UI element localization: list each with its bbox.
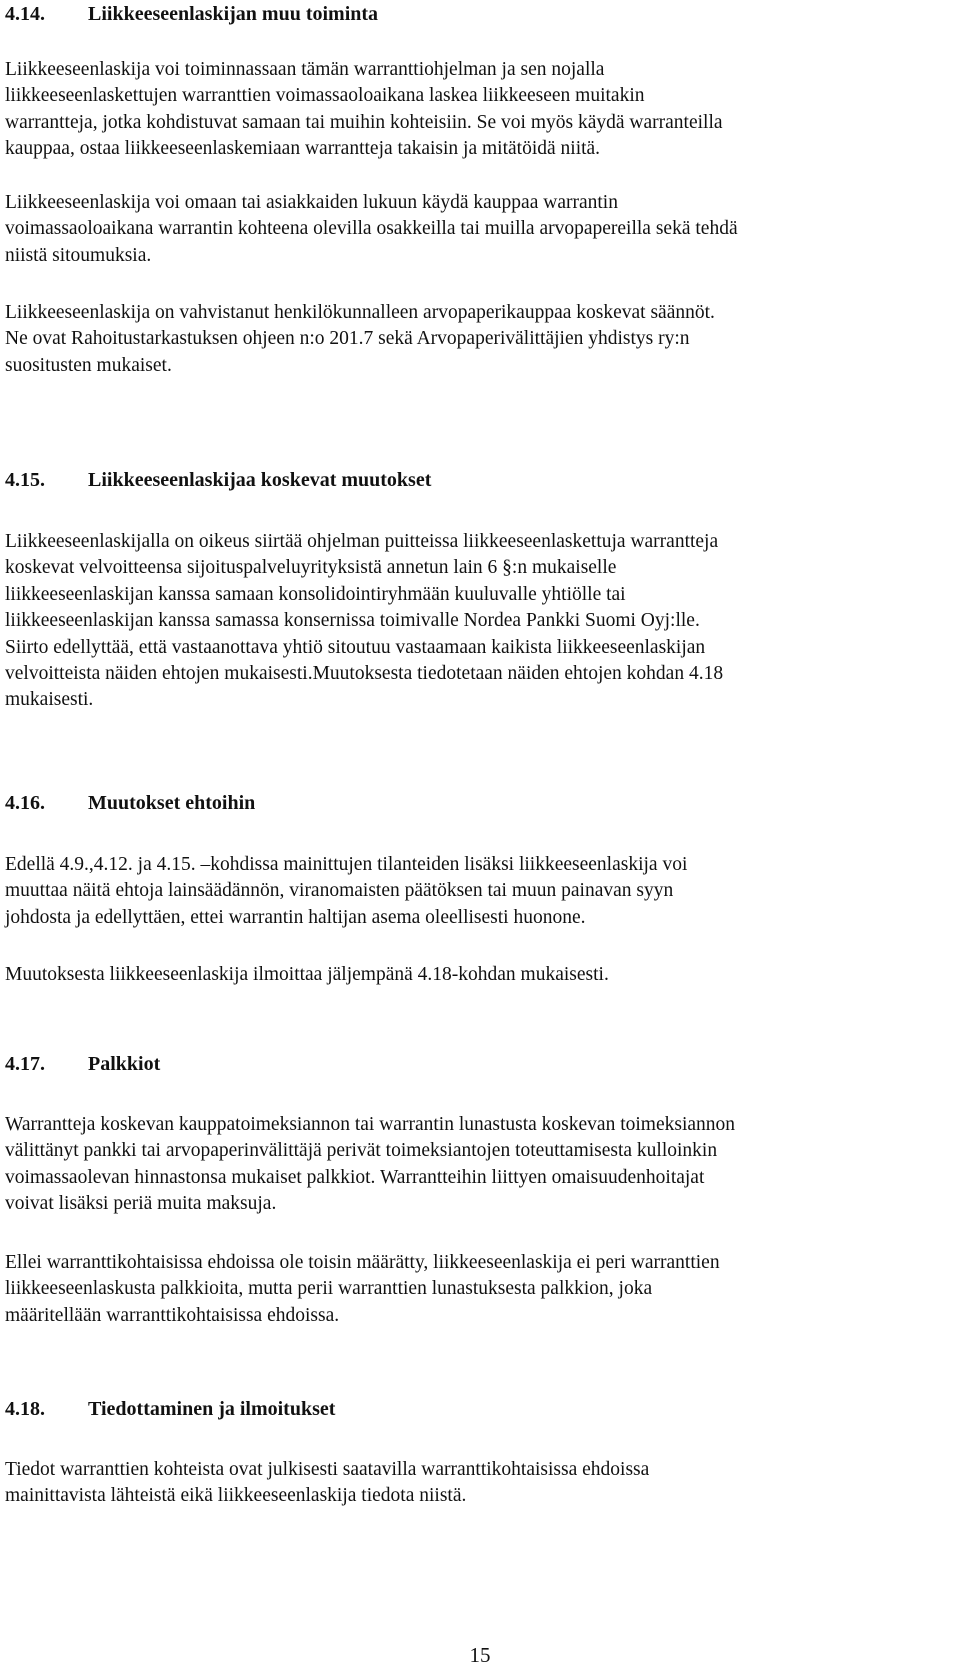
text-line: liikkeeseenlaskettujen warranttien voimassaoloaikana laskea liikkeeseen muitakin: [5, 85, 645, 107]
text-line: johdosta ja edellyttäen, ettei warrantin haltijan asema oleellisesti huonone.: [5, 906, 586, 928]
text-line: voivat lisäksi periä muita maksuja.: [5, 1193, 277, 1215]
text-line: määritellään warranttikohtaisissa ehdoissa.: [5, 1304, 340, 1326]
text-line: välittänyt pankki tai arvopaperinvälittäjä perivät toimeksiantojen toteuttamisesta kulloinkin: [5, 1140, 718, 1162]
text-line: Ellei warranttikohtaisissa ehdoissa ole toisin määrätty, liikkeeseenlaskija ei peri warranttien: [5, 1252, 720, 1273]
text-line: niistä sitoumuksia.: [5, 244, 152, 266]
text-line: Siirto edellyttää, että vastaanottava yhtiö sitoutuu vastaamaan kaikista liikkeeseenlaskijan: [5, 636, 706, 658]
text-line: Muutoksesta liikkeeseenlaskija ilmoittaa jäljempänä 4.18-kohdan mukaisesti.: [5, 964, 609, 985]
section-heading: [5, 467, 431, 493]
section-heading: [5, 1051, 160, 1077]
paragraph: [5, 57, 950, 163]
paragraph: [5, 190, 950, 269]
text-line: koskevat velvoitteensa sijoituspalveluyrityksistä annetun lain 6 §:n mukaiselle: [5, 557, 617, 579]
paragraph: [5, 529, 950, 714]
section-number: 4.14.: [5, 3, 45, 25]
text-line: voimassaolevan hinnastonsa mukaiset palkkiot. Warrantteihin liittyen omaisuudenhoitajat: [5, 1166, 705, 1188]
section-heading: [5, 1396, 335, 1422]
text-line: Liikkeeseenlaskija voi toiminnassaan tämän warranttiohjelman ja sen nojalla: [5, 59, 605, 80]
text-line: muuttaa näitä ehtoja lainsäädännön, viranomaisten päätöksen tai muun painavan syyn: [5, 880, 674, 902]
section-title: Muutokset ehtoihin: [88, 792, 256, 814]
text-line: Tiedot warranttien kohteista ovat julkisesti saatavilla warranttikohtaisissa ehdoissa: [5, 1459, 650, 1480]
text-line: liikkeeseenlaskusta palkkioita, mutta perii warranttien lunastuksesta palkkion, joka: [5, 1278, 653, 1300]
page-number: 15: [469, 1643, 491, 1667]
paragraph: [5, 852, 950, 931]
section-title: Liikkeeseenlaskijan muu toiminta: [88, 3, 379, 25]
text-line: velvoitteista näiden ehtojen mukaisesti.Muutoksesta tiedotetaan näiden ehtojen kohdan 4.18: [5, 663, 724, 685]
paragraph: [5, 1112, 950, 1218]
text-line: warrantteja, jotka kohdistuvat samaan tai muihin kohteisiin. Se voi myös käydä warranteilla: [5, 111, 723, 133]
text-line: kauppaa, ostaa liikkeeseenlaskemiaan warrantteja takaisin ja mitätöidä niitä.: [5, 138, 601, 160]
text-line: voimassaoloaikana warrantin kohteena olevilla osakkeilla tai muilla arvopapereilla sekä tehdä: [5, 218, 738, 240]
text-line: Ne ovat Rahoitustarkastuksen ohjeen n:o 201.7 sekä Arvopaperivälittäjien yhdistys ry:n: [5, 328, 690, 350]
paragraph: [5, 1250, 950, 1329]
text-line: liikkeeseenlaskijan kanssa samaan konsolidointiryhmään kuuluvalle yhtiölle tai: [5, 583, 626, 605]
text-line: liikkeeseenlaskijan kanssa samassa konsernissa toimivalle Nordea Pankki Suomi Oyj:lle.: [5, 610, 700, 632]
section-heading: [5, 790, 255, 816]
text-line: suositusten mukaiset.: [5, 354, 172, 376]
section-title: Liikkeeseenlaskijaa koskevat muutokset: [88, 469, 432, 491]
paragraph: [5, 962, 950, 988]
section-number: 4.15.: [5, 469, 45, 491]
text-line: Liikkeeseenlaskija on vahvistanut henkilökunnalleen arvopaperikauppaa koskevat säännöt.: [5, 302, 715, 323]
section-number: 4.17.: [5, 1053, 45, 1075]
text-line: mainittavista lähteistä eikä liikkeeseenlaskija tiedota niistä.: [5, 1485, 467, 1507]
text-line: mukaisesti.: [5, 689, 94, 711]
paragraph: [5, 300, 950, 379]
section-number: 4.16.: [5, 792, 45, 814]
paragraph: [5, 1457, 950, 1510]
section-number: 4.18.: [5, 1398, 45, 1420]
section-title: Palkkiot: [88, 1053, 161, 1075]
text-line: Liikkeeseenlaskijalla on oikeus siirtää ohjelman puitteissa liikkeeseenlaskettuja warrantteja: [5, 531, 719, 552]
text-line: Edellä 4.9.,4.12. ja 4.15. –kohdissa mainittujen tilanteiden lisäksi liikkeeseenlaskija voi: [5, 854, 688, 875]
section-heading: [5, 1, 378, 27]
text-line: Liikkeeseenlaskija voi omaan tai asiakkaiden lukuun käydä kauppaa warrantin: [5, 192, 618, 213]
text-line: Warrantteja koskevan kauppatoimeksiannon tai warrantin lunastusta koskevan toimeksiannon: [5, 1114, 736, 1135]
section-title: Tiedottaminen ja ilmoitukset: [88, 1398, 336, 1420]
